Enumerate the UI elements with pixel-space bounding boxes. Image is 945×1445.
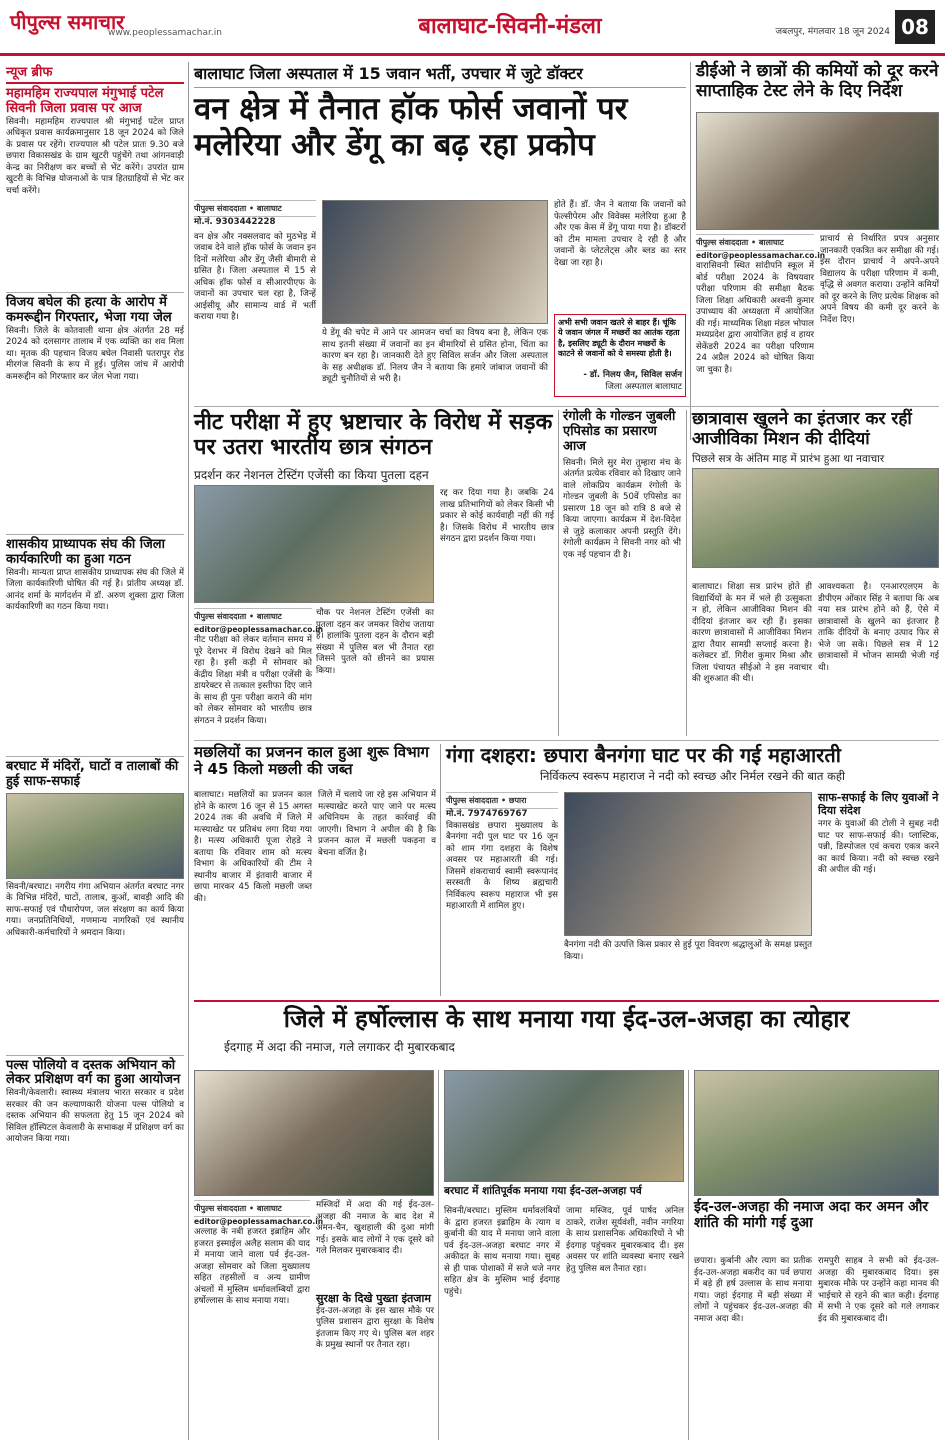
brief-text: सिवनी। मान्यता प्राप्त शासकीय प्राध्यापक संघ की जिले में जिला कार्यकारिणी घोषित की गई है। प्रांतीय अध्यक्ष डॉ. आनंद शर्मा के मार्गदर्शन में डॉ. अरुण शुक्ला द्वारा जिला कार्यकारिणी का गठन किया गया। <box>6 567 184 613</box>
fish-story <box>194 744 436 996</box>
lead-byline: पीपुल्स संवाददाता • बालाघाट <box>194 200 316 217</box>
newspaper-logo: पीपुल्स समाचार <box>10 10 125 34</box>
ganga-text: विकासखंड छपारा मुख्यालय के बैनगंगा नदी पुल घाट पर 16 जून को शाम गंगा दशहरा के विशेष अवसर पर महाआरती की गई। जिसमें शंकराचार्य स्वामी स्वरूपानंद सरस्वती के शिष्य ब्रह्मचारी निर्विकल्प स्वरूप महाराज भी इस महाआरती में शामिल हुए। <box>446 820 558 912</box>
quote-role: जिला अस्पताल बालाघाट <box>605 381 682 392</box>
brief-item <box>6 538 184 753</box>
lead-byline-box <box>194 200 316 382</box>
eid-story <box>194 1070 434 1440</box>
page-number: 08 <box>895 10 935 44</box>
quote-box <box>554 314 686 397</box>
protest-photo <box>194 485 434 603</box>
meeting-photo <box>696 112 939 230</box>
column-divider <box>558 410 559 736</box>
hostel-text: बालाघाट। शिक्षा सत्र प्रारंभ होते ही विद्यार्थियों के मन में भले ही उत्सुकता न हो, लेकिन आजीविका मिशन की दीदियां इंतजार कर रही हैं। इसका कारण छात्रावासों में आजीविका मिशन द्वारा तैयार सामग्री सप्लाई करना है। कलेक्टर डॉ. गिरीश कुमार मिश्रा और जिला पंचायत सीईओ ने इस नवाचार की शुरुआत की थी। <box>692 582 812 685</box>
brief-title: महामहिम राज्यपाल मंगुभाई पटेल सिवनी जिला प्रवास पर आज <box>6 86 164 116</box>
hostel-subhead: पिछले सत्र के अंतिम माह में प्रारंभ हुआ था नवाचार <box>692 453 885 465</box>
column-divider <box>188 62 189 1440</box>
neet-story <box>194 410 554 736</box>
barghat-headline: बरघाट में शांतिपूर्वक मनाया गया ईद-उल-अजहा पर्व <box>444 1185 642 1197</box>
rangoli-text: सिवनी। मिले सुर मेरा तुम्हारा मंच के अंतर्गत प्रत्येक रविवार को दिखाए जाने वाले लोकप्रिय कार्यक्रम रंगोली के गोल्डन जुबली के 50वें एपिसोड का प्रसारण 18 जून को रात्रि 8 बजे से किया जाएगा। कार्यक्रम में देश-विदेश से जुड़े कलाकार अपनी प्रस्तुति देंगे। रंगोली कार्यक्रम ने सिवनी नगर को भी एक नई पहचान दी है। <box>563 457 681 560</box>
deo-story <box>696 62 939 402</box>
eid-email[interactable]: editor@peoplessamachar.co.in <box>194 1217 324 1226</box>
brief-item <box>6 87 184 289</box>
brief-item <box>6 1059 184 1319</box>
security-title: सुरक्षा के दिखे पुख्ता इंतजाम <box>316 1292 431 1305</box>
eid-text: अल्लाह के नबी हजरत इब्राहिम और हजरत इस्माईल अलैह सलाम की याद में मनाया जाने वाला पर्व ईद-उल-अजहा सोमवार को जिला मुख्यालय सहित तहसीलों व अन्य ग्रामीण अंचलों में मुस्लिम धर्मावलम्बियों द्वारा हर्षोल्लास के साथ मनाया गया। <box>194 1227 310 1307</box>
divider <box>6 756 184 757</box>
deo-byline: पीपुल्स संवाददाता • बालाघाट <box>696 234 814 251</box>
aarti-photo <box>564 792 812 936</box>
eid-subhead: ईदगाह में अदा की नमाज, गले लगाकर दी मुबारकबाद <box>224 1039 455 1054</box>
lead-text-1: वन क्षेत्र और नक्सलवाद को मुठभेड़ में जवाब देने वाले हॉक फोर्स के जवान इन दिनों मलेरिया और डेंगू जैसी बीमारी से ग्रसित है। जिला अस्पताल में 15 से अधिक हॉक फोर्स व सीआरपीएफ के जवानों का उपचार चल रहा है, जिन्हें आईसीयू और सामान्य वार्ड में भर्ती कराया गया है। <box>194 231 316 323</box>
ganga-text-2: बैनगंगा नदी की उत्पत्ति किस प्रकार से हुई पूरा विवरण श्रद्धालुओं के समक्ष प्रस्तुत किया। <box>564 940 812 962</box>
row-divider <box>194 406 939 407</box>
region-title: बालाघाट-सिवनी-मंडला <box>418 14 602 39</box>
rangoli-headline: रंगोली के गोल्डन जुबली एपिसोड का प्रसारण आज <box>563 409 676 454</box>
hostel-story <box>692 410 939 736</box>
barghat-photo <box>444 1070 684 1182</box>
lead-mobile: मो.नं. 9303442228 <box>194 217 276 227</box>
column-divider <box>690 62 691 440</box>
lead-right <box>554 200 686 397</box>
news-brief-column <box>6 62 184 1440</box>
brief-text: सिवनी/केवलारी। स्वास्थ्य मंत्रालय भारत सरकार व प्रदेश सरकार की जन कल्याणकारी योजना पल्स पोलियो व दस्तक अभियान की सफलता हेतु 15 जून 2024 को सिविल हॉस्पिटल केवलारी के सभाकक्ष में प्रशिक्षण वर्ग का आयोजन किया गया। <box>6 1088 184 1145</box>
divider <box>6 534 184 535</box>
deo-text-2: प्राचार्य से निर्धारित प्रपत्र अनुसार जानकारी एकत्रित कर समीक्षा की गई। इस दौरान प्राचार्य ने अपने-अपने विद्यालय के परीक्षा परिणाम में कमी, वृद्धि से अवगत कराया। उन्होंने कमियों को दूर करने के लिए प्रत्येक शिक्षक को अपने विषय की कमी दूर करने के निर्देश दिए। <box>820 234 939 325</box>
ganga-story <box>446 744 939 996</box>
barghat-story <box>444 1070 684 1440</box>
fish-text-2: जिले में चलाये जा रहे इस अभियान में मत्स्याखेट करते पाए जाने पर मत्स्य अधिनियम के तहत कार्रवाई की जाएगी। विभाग ने अपील की है कि प्रजनन काल में मछली पकड़ना व बेचना वर्जित है। <box>318 790 436 858</box>
ganga-col-1 <box>446 792 558 981</box>
neet-text-3: रद्द कर दिया गया है। जबकि 24 लाख प्रतिभागियों को लेकर किसी भी प्रकार से कोई कार्यवाही नहीं की गई है। जिसके विरोध में भारतीय छात्र संगठन द्वारा प्रदर्शन किया गया। <box>440 488 554 545</box>
brief-title: बरघाट में मंदिरों, घाटों व तालाबों की हुई साफ-सफाई <box>6 758 179 789</box>
neet-subhead: प्रदर्शन कर नेशनल टेस्टिंग एजेंसी का किया पुतला दहन <box>194 468 429 482</box>
eidgah-photo <box>194 1070 434 1196</box>
deo-text: वारासिवनी स्थित सांदीपनि स्कूल में बोर्ड परीक्षा 2024 के विषयवार परीक्षा परिणाम की समीक्षा बैठक जिला शिक्षा अधिकारी अश्वनी कुमार उपाध्याय की अध्यक्षता में आयोजित की गई। माध्यमिक शिक्षा मंडल भोपाल मध्यप्रदेश द्वारा आयोजित हाई व हायर सेकेंडरी 2024 का परीक्षा परिणाम 24 अप्रैल 2024 को घोषित किया जा चुका है। <box>696 261 814 375</box>
lead-story <box>194 92 686 404</box>
divider <box>6 292 184 293</box>
lead-text-2: ये डेंगू की चपेट में आने पर आमजन चर्चा का विषय बना है, लेकिन एक साथ इतनी संख्या में जवानों का इन बीमारियों से ग्रसित होना, चिंता का कारण बन रहा है। जानकारी देते हुए सिविल सर्जन और जिला अस्पताल के सह अधीक्षक डॉ. निलय जैन ने बताया कि हमारे जांबाज जवानों की ड्यूटी चुनौतियों से भरी है। <box>322 328 548 385</box>
cleaning-photo <box>6 793 184 879</box>
strap-text: बालाघाट जिला अस्पताल में 15 जवान भर्ती, उपचार में जुटे डॉक्टर <box>194 64 583 83</box>
chhapara-text: छपारा। कुर्बानी और त्याग का प्रतीक ईद-उल-अजहा बकरीद का पर्व छपारा में बड़े ही हर्ष उल्लास के साथ मनाया गया। जहां ईदगाह में बड़ी संख्या में लोगों ने पहुंचकर ईद-उल-अजहा की नमाज अदा की। <box>694 1256 812 1324</box>
ganga-byline: पीपुल्स संवाददाता • छपारा <box>446 792 558 809</box>
rangoli-story <box>563 410 681 736</box>
brief-text: सिवनी/बरघाट। नगरीय गंगा अभियान अंतर्गत बरघाट नगर के विभिन्न मंदिरों, घाटों, तालाब, कुओं, बावड़ी आदि की साफ-सफाई एवं पौधारोपण, जल संरक्षण का कार्य किया गया। जनप्रतिनिधियों, गणमान्य नागरिकों एवं स्थानीय अधिकारी-कर्मचारियों ने श्रमदान किया। <box>6 881 184 938</box>
deo-headline: डीईओ ने छात्रों की कमियों को दूर करने साप्ताहिक टेस्ट लेने के दिए निर्देश <box>696 61 939 101</box>
top-strap <box>194 62 686 88</box>
lead-text-3: होते हैं। डॉ. जैन ने बताया कि जवानों को फेल्सीपेरम और विवेक्स मलेरिया हुआ है और एक केस में डेंगू पाया गया है। डॉक्टरों को टीम मामला उपचार दे रही है और जवानों के प्लेटलेट्स और ब्लड का स्तर देखा जा रहा है। <box>554 200 686 268</box>
brief-kicker: न्यूज ब्रीफ <box>6 62 184 84</box>
ganga-box <box>818 792 939 979</box>
brief-item <box>6 760 184 1052</box>
eid-col-2 <box>316 1200 434 1436</box>
brief-item <box>6 296 184 531</box>
ganga-box-text: नगर के युवाओं की टोली ने सुबह नदी घाट पर साफ-सफाई की। प्लास्टिक, पन्नी, डिस्पोजल एवं कचरा एकत्र करने का कार्य किया। नदी को स्वच्छ रखने की अपील की गई। <box>818 819 939 876</box>
lead-headline: वन क्षेत्र में तैनात हॉक फोर्स जवानों पर मलेरिया और डेंगू का बढ़ रहा प्रकोप <box>194 91 628 163</box>
chhapara-photo <box>694 1070 939 1196</box>
brief-title: पल्स पोलियो व दस्तक अभियान को लेकर प्रशिक्षण वर्ग का हुआ आयोजन <box>6 1057 181 1088</box>
quote-author: - डॉ. निलय जैन, सिविल सर्जन <box>583 370 682 380</box>
deo-col-1 <box>696 234 826 391</box>
chhapara-story <box>694 1070 939 1440</box>
neet-headline: नीट परीक्षा में हुए भ्रष्टाचार के विरोध में सड़क पर उतरा भारतीय छात्र संगठन <box>194 410 553 461</box>
column-divider <box>688 1070 689 1440</box>
neet-text-2: चौक पर नेशनल टेस्टिंग एजेंसी का पुतला दहन कर जमकर विरोध जताया है। हालांकि पुतला दहन के दौरान बड़ी संख्या में पुलिस बल भी तैनात रहा जिसने पुतले को छीनने का प्रयास किया। <box>316 608 434 676</box>
column-divider <box>686 410 687 736</box>
neet-byline: पीपुल्स संवाददाता • बालाघाट <box>194 608 312 625</box>
ganga-mobile: मो.नं. 7974769767 <box>446 809 528 819</box>
masthead <box>0 0 945 56</box>
chhapara-text-2: रामपुरी साहब ने सभी को ईद-उल-अजहा की मुबारकबाद दिया। इस मुबारक मौके पर उन्होंने कहा मानव की भाईचारे से रहने की बात कही। ईदगाह में सभी ने एक दूसरे को गले लगाकर ईद की मुबारकबाद दी। <box>818 1256 939 1324</box>
brief-text: सिवनी। महामहिम राज्यपाल श्री मंगुभाई पटेल प्राप्त अधिकृत प्रवास कार्यक्रमानुसार 18 जून 2024 को जिले के प्रवास पर रहेंगे। राज्यपाल श्री पटेल प्रातः 9.30 बजे छपारा विकासखंड के ग्राम खुटरी पहुंचेंगे तथा आंगनवाड़ी केन्द्र का निरीक्षण कर बच्चों से भेंट करेंगे। उपरांत ग्राम खुटरी के विभिन्न योजनाओं के पात्र हितग्राहियों से भेंट कर चर्चा करेंगे। <box>6 116 184 196</box>
row-divider <box>194 740 939 741</box>
ganga-box-title: साफ-सफाई के लिए युवाओं ने दिया संदेश <box>818 791 939 817</box>
hostel-text-2: आवश्यकता है। एनआरएलएम के डीपीएम ओंकार सिंह ने बताया कि अब नया सत्र प्रारंभ होने को हैं, ऐसे में छात्रावासों के खुलने का इंतजार है ताकि दीदियों के बनाए उत्पाद फिर से भेजे जा सकें। पिछले सत्र में 12 छात्रावासों में भोजन सामग्री भेजी गई थी। <box>818 582 939 673</box>
eid-banner <box>194 1006 939 1068</box>
eid-col-1 <box>194 1200 324 1427</box>
eid-byline: पीपुल्स संवाददाता • बालाघाट <box>194 1200 310 1217</box>
chhapara-headline: ईद-उल-अजहा की नमाज अदा कर अमन और शांति की मांगी गई दुआ <box>694 1199 929 1232</box>
eid-headline: जिले में हर्षोल्लास के साथ मनाया गया ईद-उल-अजहा का त्योहार <box>283 1005 850 1033</box>
barghat-text: सिवनी/बरघाट। मुस्लिम धर्मावलंबियों के द्वारा हजरत इब्राहिम के त्याग व कुर्बानी की याद में मनाया जाने वाला पर्व ईद-उल-अजहा बरघाट नगर में अकीदत के साथ मनाया गया। सुबह से ही पाक पोशाकों में सजे धजे नगर सहित क्षेत्र के मुस्लिम भाई ईदगाह पहुंचे। <box>444 1206 560 1297</box>
brief-title: विजय बघेल की हत्या के आरोप में कमरूद्दीन गिरफ्तार, भेजा गया जेल <box>6 294 172 325</box>
deo-email[interactable]: editor@peoplessamachar.co.in <box>696 251 826 260</box>
security-text: ईद-उल-अजहा के इस खास मौके पर पुलिस प्रशासन द्वारा सुरक्षा के विशेष इंतजाम किए गए थे। पुलिस बल शहर के प्रमुख स्थानों पर तैनात रहा। <box>316 1305 434 1351</box>
fish-headline: मछलियों का प्रजनन काल हुआ शुरू विभाग ने 45 किलो मछली की जब्त <box>194 743 430 779</box>
column-divider <box>438 1070 439 1440</box>
livelihood-photo <box>692 468 939 568</box>
website-url[interactable]: www.peoplessamachar.in <box>108 28 222 38</box>
brief-text: सिवनी। जिले के कोतवाली थाना क्षेत्र अंतर्गत 28 मई 2024 को दलसागर तालाब में एक व्यक्ति का शव मिला था। मृतक की पहचान विजय बघेल निवासी पतरापुर रोड मीरगंज सिवनी के रूप में हुई। पुलिस जांच में आरोपी कमरूद्दीन को गिरफ्तार कर जेल भेजा गया। <box>6 325 184 382</box>
divider <box>6 1055 184 1056</box>
dateline: जबलपुर, मंगलवार 18 जून 2024 <box>775 27 890 37</box>
eid-text-2: मस्जिदों में अदा की गई ईद-उल-अजहा की नमाज के बाद देश में अमन-चैन, खुशहाली की दुआ मांगी गई। इसके बाद लोगों ने एक दूसरे को गले मिलकर मुबारकबाद दी। <box>316 1200 434 1257</box>
column-divider <box>440 744 441 996</box>
neet-email[interactable]: editor@peoplessamachar.co.in <box>194 625 324 634</box>
quote-text: अभी सभी जवान खतरे से बाहर हैं। चूंकि ये जवान जंगल में मच्छरों का आतंक रहता है, इसलिए ड्यूटी के दौरान मच्छरों के काटने से जवानों को ये समस्या होती है। <box>558 318 680 359</box>
brief-title: शासकीय प्राध्यापक संघ की जिला कार्यकारिणी का हुआ गठन <box>6 536 165 567</box>
row-divider <box>194 1000 939 1002</box>
hostel-headline: छात्रावास खुलने का इंतजार कर रहीं आजीविका मिशन की दीदियां <box>692 409 912 449</box>
ganga-headline: गंगा दशहरा: छपारा बैनगंगा घाट पर की गई महाआरती <box>446 743 841 767</box>
neet-col-1 <box>194 608 324 735</box>
neet-text: नीट परीक्षा को लेकर वर्तमान समय में पूरे देशभर में विरोध देखने को मिल रहा है। इसी कड़ी में सोमवार को केंद्रीय शिक्षा मंत्री व परीक्षा एजेंसी के डायरेक्टर से तत्काल इस्तीफा दिए जाने के साथ ही पुनः परीक्षा कराने की मांग को लेकर सोमवार को भारतीय छात्र संगठन ने प्रदर्शन किया। <box>194 635 312 726</box>
ganga-subhead: निर्विकल्प स्वरूप महाराज ने नदी को स्वच्छ और निर्मल रखने की बात कही <box>539 769 846 783</box>
hospital-photo <box>322 200 548 324</box>
barghat-text-2: जामा मस्जिद, पूर्व पार्षद अनिल ठाकरे, राजेश सूर्यवंशी, नवीन नगरिया के साथ प्रशासनिक अधिकारियों ने भी ईदगाह पहुंचकर मुबारकबाद दी। इस अवसर पर शांति व्यवस्था बनाए रखने हेतु पुलिस बल तैनात रहा। <box>566 1206 684 1274</box>
fish-text: बालाघाट। मछलियों का प्रजनन काल होने के कारण 16 जून से 15 अगस्त 2024 तक की अवधि में जिले में मत्स्याखेट पर प्रतिबंध लगा दिया गया है। मत्स्य अधिकारी पूजा रोहडे ने बताया कि रविवार शाम को मत्स्य विभाग के अधिकारियों की टीम ने स्थानीय बाजार में इंतवारी बाजार में छापा मारकर 45 किलो मछली जब्त की। <box>194 790 312 904</box>
